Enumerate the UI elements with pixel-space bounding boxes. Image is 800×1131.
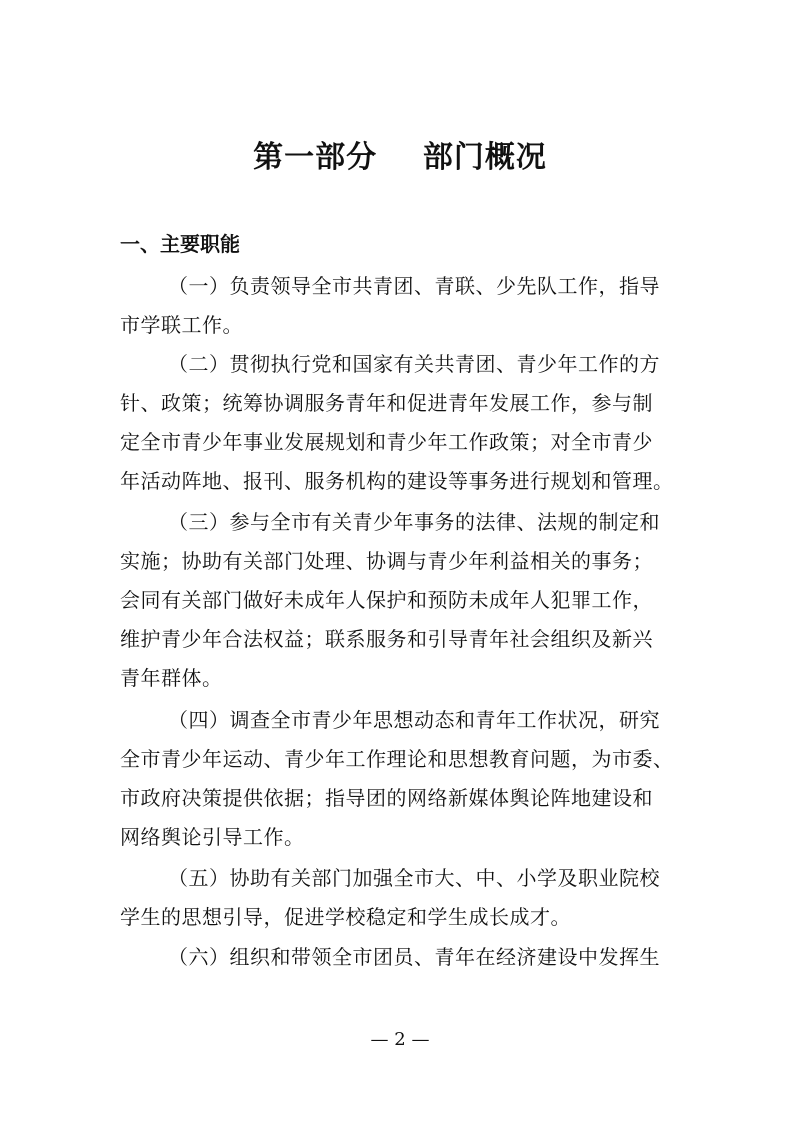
paragraph-line: 网络舆论引导工作。: [120, 825, 305, 849]
paragraph-line: 会同有关部门做好未成年人保护和预防未成年人犯罪工作，: [120, 588, 653, 612]
paragraph-line: （四）调查全市青少年思想动态和青年工作状况，研究: [168, 708, 660, 732]
paragraph-line: 实施；协助有关部门处理、协调与青少年利益相关的事务；: [120, 549, 653, 573]
section-heading: 一、主要职能: [120, 232, 240, 256]
paragraph-line: （二）贯彻执行党和国家有关共青团、青少年工作的方: [168, 352, 660, 376]
paragraph-line: （一）负责领导全市共青团、青联、少先队工作，指导: [168, 274, 660, 298]
page-number: — 2 —: [370, 1029, 430, 1050]
paragraph-line: 年活动阵地、报刊、服务机构的建设等事务进行规划和管理。: [120, 469, 674, 493]
paragraph-line: 学生的思想引导，促进学校稳定和学生成长成才。: [120, 905, 571, 929]
paragraph-line: 全市青少年运动、青少年工作理论和思想教育问题，为市委、: [120, 747, 674, 771]
paragraph-line: 定全市青少年事业发展规划和青少年工作政策；对全市青少: [120, 430, 653, 454]
paragraph-line: 针、政策；统筹协调服务青年和促进青年发展工作，参与制: [120, 391, 653, 415]
paragraph-line: （六）组织和带领全市团员、青年在经济建设中发挥生: [168, 945, 660, 969]
paragraph-line: （五）协助有关部门加强全市大、中、小学及职业院校: [168, 866, 660, 890]
paragraph-line: 市政府决策提供依据；指导团的网络新媒体舆论阵地建设和: [120, 786, 653, 810]
paragraph-line: 维护青少年合法权益；联系服务和引导青年社会组织及新兴: [120, 627, 653, 651]
page-title: 第一部分 部门概况: [253, 140, 547, 175]
paragraph-line: （三）参与全市有关青少年事务的法律、法规的制定和: [168, 510, 660, 534]
paragraph-line: 市学联工作。: [120, 313, 243, 337]
paragraph-line: 青年群体。: [120, 666, 223, 690]
